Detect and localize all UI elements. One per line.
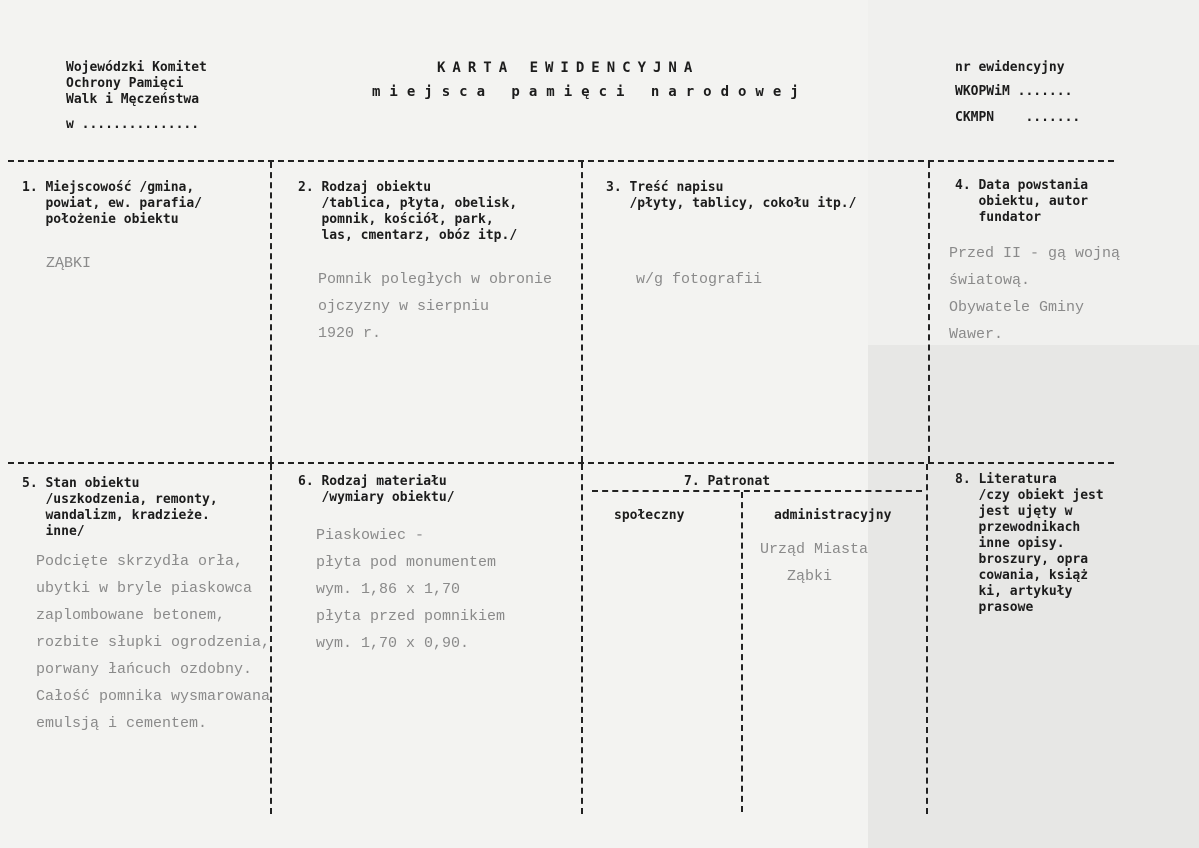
col-divider-1-top bbox=[270, 162, 272, 462]
patronat-divider bbox=[592, 490, 922, 492]
section-7-label: 7. Patronat bbox=[684, 474, 771, 489]
org-line-1: Wojewódzki Komitet bbox=[66, 60, 207, 75]
org-line-4: w ............... bbox=[66, 117, 200, 132]
section-5-value: Podcięte skrzydła orła, ubytki w bryle piaskowca zaplombowane betonem, rozbite słupki ogrodzenia, porwany łańcuch ozdobny. Całość pomnika wysmarowana emulsją i cementem. bbox=[36, 553, 271, 732]
section-4-label: 4. Data powstania obiektu, autor fundator bbox=[955, 178, 1089, 225]
reg-wkopwim: WKOPWiM ....... bbox=[955, 84, 1073, 99]
org-line-3: Walk i Męczeństwa bbox=[66, 92, 200, 107]
section-1-label: 1. Miejscowość /gmina, powiat, ew. parafia/ położenie obiektu bbox=[22, 180, 203, 227]
section-5-label: 5. Stan obiektu /uszkodzenia, remonty, wandalizm, kradzieże. inne/ bbox=[22, 476, 218, 539]
col-divider-1-bottom bbox=[270, 464, 272, 814]
org-line-2: Ochrony Pamięci bbox=[66, 76, 184, 91]
patronat-admin-header: administracyjny bbox=[774, 508, 892, 523]
reg-ckmpn: CKMPN ....... bbox=[955, 110, 1081, 125]
page-subtitle: miejsca pamięci narodowej bbox=[372, 84, 808, 100]
section-3-label: 3. Treść napisu /płyty, tablicy, cokołu itp./ bbox=[606, 180, 857, 211]
section-4-value: Przed II - gą wojną światową. Obywatele Gminy Wawer. bbox=[949, 245, 1121, 343]
section-6-label: 6. Rodzaj materiału /wymiary obiektu/ bbox=[298, 474, 455, 505]
reg-label: nr ewidencyjny bbox=[955, 60, 1065, 75]
divider-top bbox=[8, 160, 1114, 162]
col-divider-3-top bbox=[928, 162, 930, 462]
divider-middle bbox=[8, 462, 1114, 464]
section-2-label: 2. Rodzaj obiektu /tablica, płyta, obelisk, pomnik, kościół, park, las, cmentarz, obóz itp./ bbox=[298, 180, 518, 243]
patronat-social-header: społeczny bbox=[614, 508, 685, 523]
col-divider-2-top bbox=[581, 162, 583, 462]
section-8-label: 8. Literatura /czy obiekt jest jest ujęty w przewodnikach inne opisy. broszury, opra cowania, książ ki, artykuły prasowe bbox=[955, 472, 1104, 615]
patronat-col-divider bbox=[741, 492, 743, 812]
section-1-value: ZĄBKI bbox=[46, 255, 92, 272]
col-divider-3-bottom bbox=[926, 464, 928, 814]
page-title: KARTA EWIDENCYJNA bbox=[437, 60, 700, 76]
patronat-admin-value: Urząd Miasta Ząbki bbox=[760, 541, 869, 585]
section-3-value: w/g fotografii bbox=[636, 271, 763, 288]
section-6-value: Piaskowiec - płyta pod monumentem wym. 1,86 x 1,70 płyta przed pomnikiem wym. 1,70 x 0,90. bbox=[316, 527, 506, 652]
col-divider-2-bottom bbox=[581, 464, 583, 814]
section-2-value: Pomnik poległych w obronie ojczyzny w sierpniu 1920 r. bbox=[318, 271, 553, 342]
